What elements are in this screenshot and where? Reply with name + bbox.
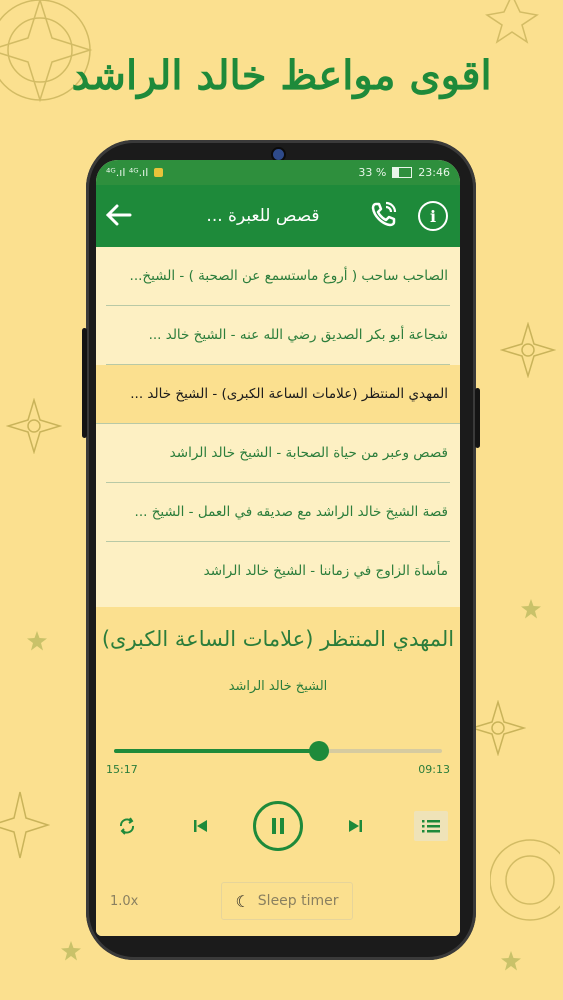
player-options (96, 882, 460, 922)
skip-previous-icon[interactable] (188, 813, 214, 839)
list-item[interactable]: شجاعة أبو بكر الصديق رضي الله عنه - الشيخ خالد ... (106, 306, 450, 365)
ornament-left-flower-icon (6, 398, 62, 454)
status-bar (96, 160, 460, 185)
star-4-icon (500, 950, 522, 972)
playlist (96, 247, 460, 600)
now-playing-title: المهدي المنتظر (علامات الساعة الكبرى) (101, 627, 455, 651)
arrow-back-icon[interactable] (106, 200, 146, 233)
phone-call-icon[interactable] (370, 200, 398, 232)
list-item-active[interactable]: المهدي المنتظر (علامات الساعة الكبرى) - الشيخ خالد ... (96, 365, 460, 424)
battery-percent: 33 % (358, 166, 387, 179)
pause-button[interactable] (253, 801, 303, 851)
list-item[interactable]: مأساة الزاوج في زماننا - الشيخ خالد الراشد (203, 563, 448, 579)
sleep-timer-button[interactable] (221, 882, 353, 920)
ornament-bottom-left-icon (0, 790, 50, 860)
ornament-right-flower-icon (500, 322, 556, 378)
ornament-top-right-icon (462, 0, 562, 50)
app-bar (96, 185, 460, 247)
seek-bar[interactable] (114, 749, 442, 753)
elapsed-time: 15:17 (106, 763, 138, 776)
info-icon[interactable]: i (418, 201, 448, 231)
star-1-icon (26, 630, 48, 652)
signal-icon: ⁴ᴳ.ıl ⁴ᴳ.ıl (106, 166, 149, 179)
star-2-icon (520, 598, 542, 620)
ornament-bottom-right-icon (490, 830, 560, 930)
player-controls (96, 799, 460, 859)
seek-bar-thumb[interactable] (309, 741, 329, 761)
queue-list-icon[interactable] (414, 811, 448, 841)
list-item[interactable]: الصاحب ساحب ( أروع ماستسمع عن الصحبة ) - الشيخ... (106, 247, 450, 306)
promo-headline: اقوى مواعظ خالد الراشد (71, 52, 492, 99)
volume-button (82, 328, 87, 438)
notification-icon (154, 168, 163, 177)
ornament-right-flower-2-icon (470, 700, 526, 756)
star-3-icon (60, 940, 82, 962)
now-playing-artist: الشيخ خالد الراشد (228, 679, 328, 694)
list-item[interactable]: قصص وعبر من حياة الصحابة - الشيخ خالد الراشد (106, 424, 450, 483)
moon-icon: ☾ (235, 891, 250, 911)
power-button (475, 388, 480, 448)
player-panel (96, 607, 460, 936)
skip-next-icon[interactable] (342, 813, 368, 839)
seek-bar-fill (114, 749, 319, 753)
repeat-icon[interactable] (114, 813, 140, 839)
remaining-time: 09:13 (418, 763, 450, 776)
page-title: قصص للعبرة ... (206, 206, 320, 226)
playback-speed-button[interactable]: 1.0x (110, 894, 139, 909)
status-time: 23:46 (418, 166, 450, 179)
list-item[interactable]: قصة الشيخ خالد الراشد مع صديقه في العمل - الشيخ ... (106, 483, 450, 542)
app-screen (96, 160, 460, 936)
sleep-timer-label: Sleep timer (257, 893, 339, 909)
battery-icon (392, 167, 412, 178)
